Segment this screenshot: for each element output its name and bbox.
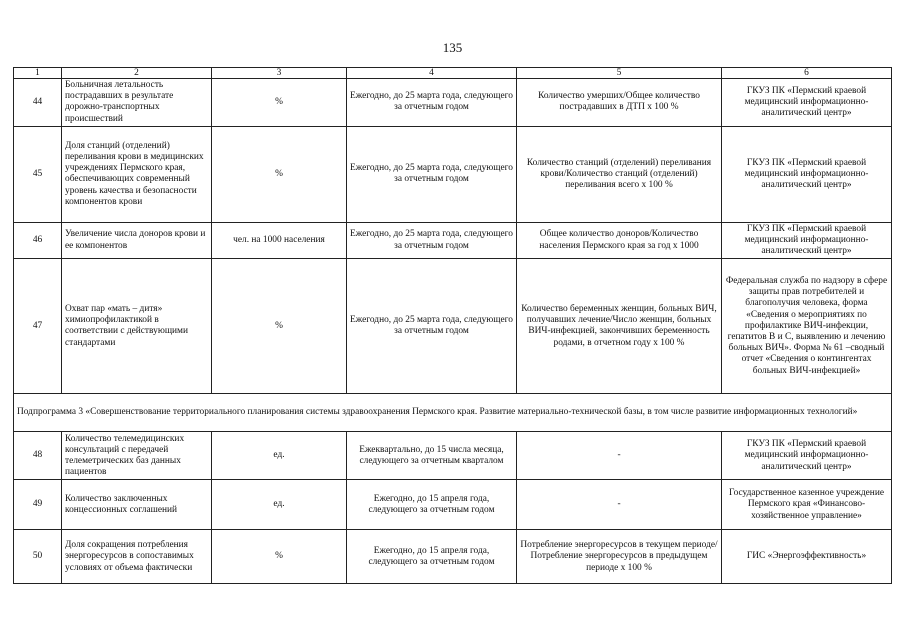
indicator-name: Доля станций (отделений) переливания крови в медицинских учреждениях Пермского края, обеспечивающих современный уровень качества и безопасности компонентов крови [62, 126, 212, 222]
source: ГКУЗ ПК «Пермский краевой медицинский информационно-аналитический центр» [722, 432, 892, 480]
period: Ежегодно, до 15 апреля года, следующего за отчетным годом [347, 530, 517, 584]
indicator-name: Количество телемедицинских консультаций с передачей телеметрических баз данных пациентов [62, 432, 212, 480]
header-cell: 4 [347, 68, 517, 79]
row-number: 48 [14, 432, 62, 480]
indicator-name: Доля сокращения потребления энергоресурсов в сопоставимых условиях от объема фактически [62, 530, 212, 584]
header-cell: 6 [722, 68, 892, 79]
table-row [14, 259, 892, 394]
page-number: 135 [442, 40, 463, 55]
indicators-table [13, 67, 892, 584]
unit: % [212, 126, 347, 222]
row-number: 49 [14, 480, 62, 530]
source: ГКУЗ ПК «Пермский краевой медицинский информационно-аналитический центр» [722, 79, 892, 127]
indicator-name: Больничная летальность пострадавших в результате дорожно-транспортных происшествий [62, 79, 212, 127]
unit: % [212, 530, 347, 584]
table-row [14, 432, 892, 480]
indicator-name: Охват пар «мать – дитя» химиопрофилактикой в соответствии с действующими стандартами [62, 259, 212, 394]
table-row [14, 79, 892, 127]
table-row [14, 126, 892, 222]
table-row [14, 480, 892, 530]
unit: % [212, 259, 347, 394]
formula: - [517, 480, 722, 530]
period: Ежегодно, до 25 марта года, следующего за отчетным годом [347, 222, 517, 259]
header-cell: 5 [517, 68, 722, 79]
formula: Количество станций (отделений) переливания крови/Количество станций (отделений) переливания всего х 100 % [517, 126, 722, 222]
unit: ед. [212, 480, 347, 530]
source: ГИС «Энергоэффективность» [722, 530, 892, 584]
indicator-name: Количество заключенных концессионных соглашений [62, 480, 212, 530]
period: Ежегодно, до 25 марта года, следующего за отчетным годом [347, 79, 517, 127]
source: Федеральная служба по надзору в сфере защиты прав потребителей и благополучия человека, форма «Сведения о мероприятиях по профилактике ВИЧ-инфекции, гепатитов В и С, выявлению и лечению больных ВИЧ». Форма № 61 –сводный отчет «Сведения о контингентах больных ВИЧ-инфекцией» [722, 259, 892, 394]
period: Ежегодно, до 25 марта года, следующего за отчетным годом [347, 126, 517, 222]
period: Ежегодно, до 15 апреля года, следующего за отчетным годом [347, 480, 517, 530]
source: ГКУЗ ПК «Пермский краевой медицинский информационно-аналитический центр» [722, 126, 892, 222]
formula: - [517, 432, 722, 480]
indicator-name: Увеличение числа доноров крови и ее компонентов [62, 222, 212, 259]
table-row [14, 222, 892, 259]
period: Ежегодно, до 25 марта года, следующего за отчетным годом [347, 259, 517, 394]
row-number: 46 [14, 222, 62, 259]
table-header-row [14, 68, 892, 79]
row-number: 47 [14, 259, 62, 394]
unit: ед. [212, 432, 347, 480]
row-number: 50 [14, 530, 62, 584]
formula: Общее количество доноров/Количество населения Пермского края за год х 1000 [517, 222, 722, 259]
row-number: 45 [14, 126, 62, 222]
subprogram-row [14, 394, 892, 432]
header-cell: 3 [212, 68, 347, 79]
header-cell: 2 [62, 68, 212, 79]
subprogram-title: Подпрограмма 3 «Совершенствование территориального планирования системы здравоохранения Пермского края. Развитие материально-технической базы, в том числе развитие информационных технологий» [14, 394, 892, 432]
unit: чел. на 1000 населения [212, 222, 347, 259]
unit: % [212, 79, 347, 127]
table-row [14, 530, 892, 584]
row-number: 44 [14, 79, 62, 127]
source: ГКУЗ ПК «Пермский краевой медицинский информационно-аналитический центр» [722, 222, 892, 259]
formula: Количество умерших/Общее количество пострадавших в ДТП х 100 % [517, 79, 722, 127]
period: Ежеквартально, до 15 числа месяца, следующего за отчетным кварталом [347, 432, 517, 480]
header-cell: 1 [14, 68, 62, 79]
formula: Количество беременных женщин, больных ВИЧ, получавших лечение/Число женщин, больных ВИЧ-инфекцией, закончивших беременность родами, в отчетном году х 100 % [517, 259, 722, 394]
source: Государственное казенное учреждение Пермского края «Финансово-хозяйственное управление» [722, 480, 892, 530]
formula: Потребление энергоресурсов в текущем периоде/Потребление энергоресурсов в предыдущем периоде х 100 % [517, 530, 722, 584]
